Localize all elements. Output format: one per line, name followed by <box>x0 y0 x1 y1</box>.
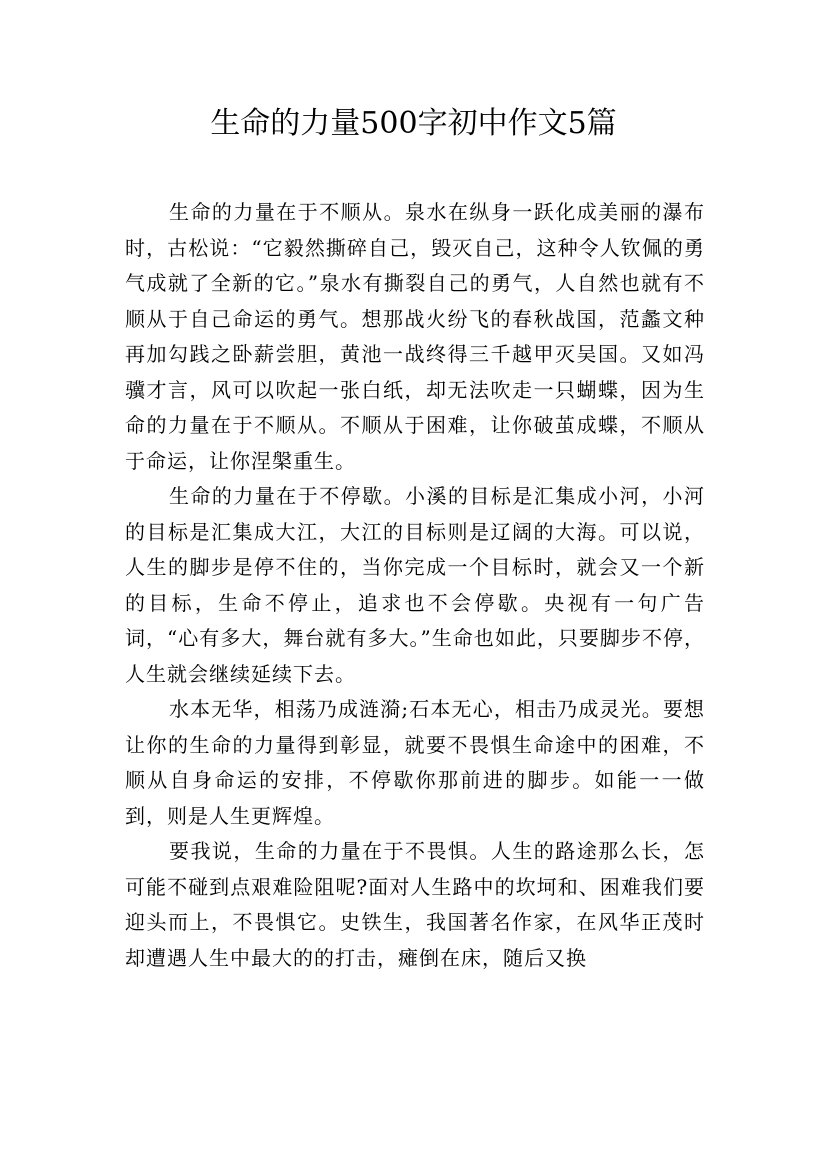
paragraph: 要我说，生命的力量在于不畏惧。人生的路途那么长，怎可能不碰到点艰难险阻呢?面对人生路中的坎坷和、困难我们要迎头而上，不畏惧它。史铁生，我国著名作家，在风华正茂时却遭遇人生中最大的的打击，瘫倒在床，随后又换 <box>125 839 705 970</box>
paragraph: 生命的力量在于不停歇。小溪的目标是汇集成小河，小河的目标是汇集成大江，大江的目标则是辽阔的大海。可以说，人生的脚步是停不住的，当你完成一个目标时，就会又一个新的目标，生命不停止，追求也不会停歇。央视有一句广告词，“心有多大，舞台就有多大。”生命也如此，只要脚步不停，人生就会继续延续下去。 <box>125 484 705 686</box>
document-body <box>125 195 705 976</box>
document-title: 生命的力量500字初中作文5篇 <box>210 106 617 141</box>
paragraph: 生命的力量在于不顺从。泉水在纵身一跃化成美丽的瀑布时，古松说：“它毅然撕碎自己，毁灭自己，这种令人钦佩的勇气成就了全新的它。”泉水有撕裂自己的勇气，人自然也就有不顺从于自己命运的勇气。想那战火纷飞的春秋战国，范蠡文种再加勾践之卧薪尝胆，黄池一战终得三千越甲灭吴国。又如冯骥才言，风可以吹起一张白纸，却无法吹走一只蝴蝶，因为生命的力量在于不顺从。不顺从于困难，让你破茧成蝶，不顺从于命运，让你涅槃重生。 <box>125 200 705 473</box>
paragraph: 水本无华，相荡乃成涟漪;石本无心，相击乃成灵光。要想让你的生命的力量得到彰显，就要不畏惧生命途中的困难，不顺从自身命运的安排，不停歇你那前进的脚步。如能一一做到，则是人生更辉煌。 <box>125 697 705 828</box>
